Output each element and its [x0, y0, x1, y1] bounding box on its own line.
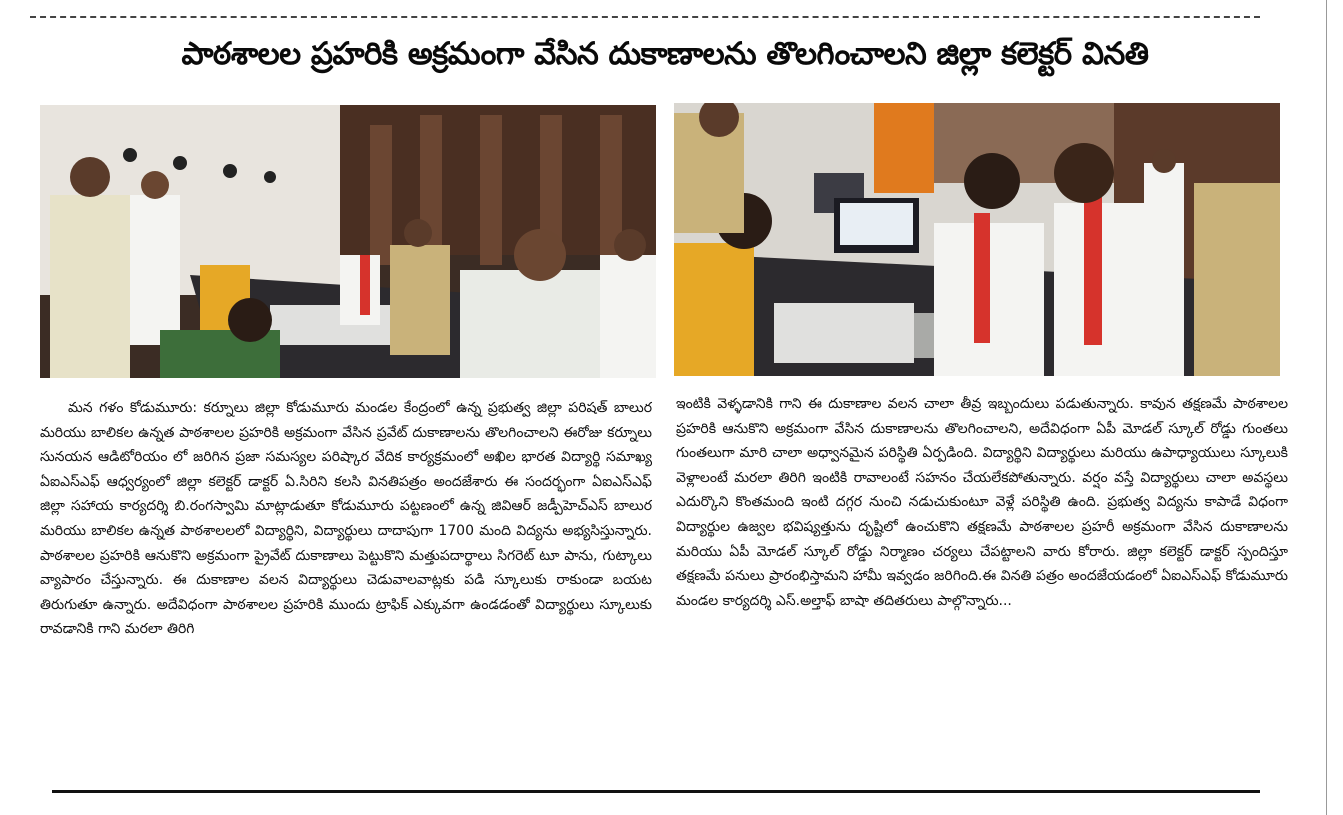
- collector-desk-photo-icon: [674, 103, 1280, 376]
- bottom-rule: [52, 790, 1260, 793]
- article-column-right: ఇంటికి వెళ్ళడానికి గాని ఈ దుకాణాల వలన చాలా తీవ్ర ఇబ్బందులు పడుతున్నారు. కావున తక్షణమే పాఠశాలల ప్రహరికి ఆనుకొని అక్రమంగా వేసిన దుకాణాలను తొలగించాలని, అదేవిధంగా ఏపీ మోడల్ స్కూల్ రోడ్డు గుంతలు గుంతలుగా మారి చాలా అధ్వానమైన పరిస్థితి ఏర్పడింది. విద్యార్థిని విద్యార్థులు మరియు ఉపాధ్యాయులు స్కూలుకి వెళ్లాలంటే మరలా తిరిగి ఇంటికి రావాలంటే సహనం చేయలేకపోతున్నారు. వర్షం వస్తే విద్యార్థులు చాలా అవస్థలు ఎదుర్కొని కొంతమంది ఇంటి దగ్గర నుంచి నడుచుకుంటూ వెళ్లే పరిస్థితి ఉంది. ప్రభుత్వ విద్యను కాపాడే విధంగా విద్యార్థుల ఉజ్వల భవిష్యత్తును దృష్టిలో ఉంచుకొని తక్షణమే పాఠశాలల ప్రహరీ అక్రమంగా వేసిన దుకాణాలను మరియు ఏపీ మోడల్ స్కూల్ రోడ్డు నిర్మాణం చర్యలు చేపట్టాలని వారు కోరారు. జిల్లా కలెక్టర్ డాక్టర్ స్పందిస్తూ తక్షణమే పనులు ప్రారంభిస్తామని హామీ ఇవ్వడం జరిగింది.ఈ వినతి పత్రం అందజేయడంలో ఏఐఎస్ఎఫ్ కోడుమూరు మండల కార్యదర్శి ఎస్.అల్తాఫ్ బాషా తదితరులు పాల్గొన్నారు...: [676, 396, 1288, 609]
- meeting-hall-photo-icon: [40, 105, 656, 378]
- top-dashed-rule: [30, 16, 1260, 18]
- article-column-left: మన గళం కోడుమూరు: కర్నూలు జిల్లా కోడుమూరు మండల కేంద్రంలో ఉన్న ప్రభుత్వ జిల్లా పరిషత్ బాలుర మరియు బాలికల ఉన్నత పాఠశాలల ప్రహరికి అక్రమంగా వేసిన ప్రవేట్ దుకాణాలను తొలగించాలని ఈరోజు కర్నూలు సునయన ఆడిటోరియం లో జరిగిన ప్రజా సమస్యల పరిష్కార వేదిక కార్యక్రమంలో అఖిల భారత విద్యార్థి సమాఖ్య ఏఐఎస్ఎఫ్ ఆధ్వర్యంలో జిల్లా కలెక్టర్ డాక్టర్ ఏ.సిరిని కలసి వినతిపత్రం అందజేశారు ఈ సందర్భంగా ఏఐఎస్ఎఫ్ జిల్లా సహాయ కార్యదర్శి బి.రంగస్వామి మాట్లాడుతూ కోడుమూరు పట్టణంలో ఉన్న జివిఆర్ జడ్పీహెచ్ఎస్ బాలుర మరియు బాలికల ఉన్నత పాఠశాలలలో విద్యార్థిని, విద్యార్థులు దాదాపుగా 1700 మంది విద్యను అభ్యసిస్తున్నారు. పాఠశాలల ప్రహరికి ఆనుకొని అక్రమంగా ప్రైవేట్ దుకాణాలు పెట్టుకొని మత్తుపదార్థాలు సిగరెట్ టూ పాను, గుట్కాలు వ్యాపారం చేస్తున్నారు. ఈ దుకాణాల వలన విద్యార్థులు చెడువాలవాట్లకు పడి స్కూలుకు రాకుండా బయట తిరుగుతూ ఉన్నారు. అదేవిధంగా పాఠశాలల ప్రహరికి ముందు ట్రాఫిక్ ఎక్కువగా ఉండడంతో విద్యార్థులు స్కూలుకు రావడానికి గాని మరలా తిరిగి: [40, 400, 652, 638]
- page-edge-line: [1326, 0, 1327, 815]
- article-headline: పాఠశాలల ప్రహరికి అక్రమంగా వేసిన దుకాణాలను తొలగించాలని జిల్లా కలెక్టర్ వినతి: [181, 36, 1149, 72]
